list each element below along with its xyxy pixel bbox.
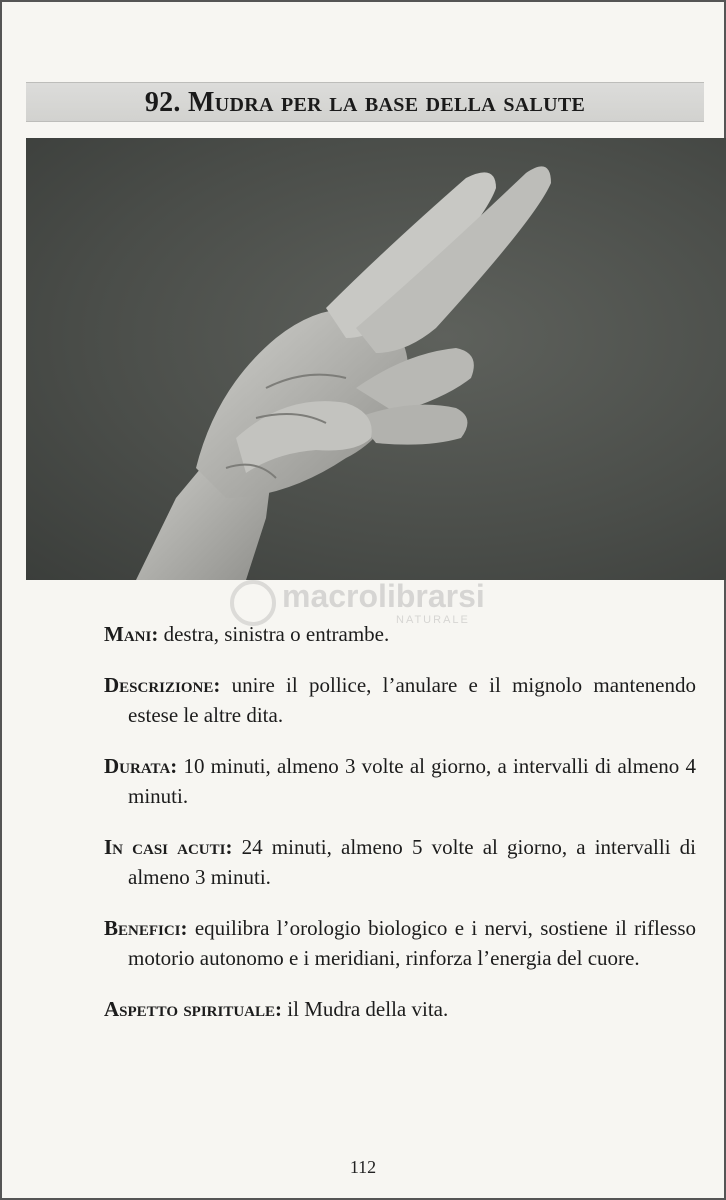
entry-descrizione xyxy=(104,670,696,730)
entry-label: Aspetto spirituale: xyxy=(104,997,283,1021)
entry-text: 10 minuti, almeno 3 volte al giorno, a intervalli di almeno 4 minuti. xyxy=(128,754,696,808)
page-title: 92. Mudra per la base della salute xyxy=(144,87,586,118)
entry-text: unire il pollice, l’anulare e il mignolo mantenendo estese le altre dita. xyxy=(128,673,696,727)
entry-label: Descrizione: xyxy=(104,673,221,697)
entry-mani xyxy=(104,619,696,649)
watermark-tagline: NATURALE xyxy=(396,614,470,626)
entry-aspetto-spirituale xyxy=(104,994,696,1024)
entry-label: Benefici: xyxy=(104,916,188,940)
entry-text: 24 minuti, almeno 5 volte al giorno, a intervalli di almeno 3 minuti. xyxy=(128,835,697,889)
entry-text: il Mudra della vita. xyxy=(282,997,449,1021)
hand-mudra-photo xyxy=(26,138,726,580)
watermark-brand: macrolibrarsi xyxy=(282,578,485,614)
title-band xyxy=(26,82,704,122)
entry-casi-acuti xyxy=(104,832,696,892)
entry-durata xyxy=(104,751,696,811)
entry-label: Mani: xyxy=(104,622,159,646)
entry-label: Durata: xyxy=(104,754,178,778)
entry-benefici xyxy=(104,913,696,973)
entry-text: destra, sinistra o entrambe. xyxy=(158,622,390,646)
mudra-details xyxy=(104,598,696,1036)
entry-label: In casi acuti: xyxy=(104,835,233,859)
page-number: 112 xyxy=(349,1157,377,1177)
entry-text: equilibra l’orologio biologico e i nervi, sostiene il riflesso motorio autonomo e i meridiani, rinforza l’energia del cuore. xyxy=(128,916,696,970)
hand-illustration xyxy=(26,138,726,580)
